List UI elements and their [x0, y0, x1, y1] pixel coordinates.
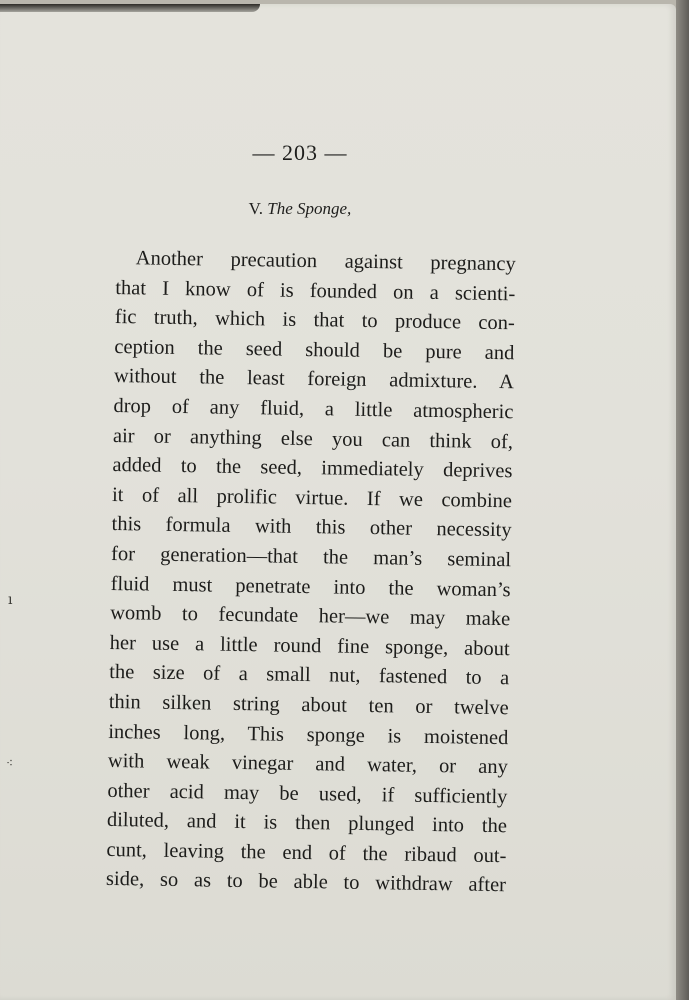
text-line: side, so as to be able to withdraw after: [105, 868, 507, 897]
text-line: for generation—that the man’s seminal: [110, 542, 512, 572]
section-numeral: V.: [248, 199, 264, 218]
text-line: cunt, leaving the end of the ribaud out-: [106, 838, 507, 868]
text-line: the size of a small nut, fastened to a: [109, 661, 510, 690]
text-line: thin silken string about ten or twelve: [108, 690, 509, 720]
text-line: that I know of is founded on a scienti-: [115, 276, 516, 305]
page-top-shadow: [0, 4, 260, 12]
page-edge-shadow: [676, 0, 689, 1000]
text-line: air or anything else you can think of,: [112, 424, 514, 453]
section-title-text: The Sponge,: [267, 199, 352, 218]
section-heading: [0, 199, 600, 219]
text-line: fic truth, which is that to produce con-: [114, 306, 515, 335]
text-line: without the least foreign admixture. A: [113, 365, 515, 394]
text-line: ception the seed should be pure and: [114, 335, 515, 365]
text-line: fluid must penetrate into the woman’s: [110, 572, 511, 601]
text-line: womb to fecundate her—we may make: [110, 602, 511, 631]
text-line: drop of any fluid, a little atmospheric: [113, 394, 514, 424]
text-line: it of all prolific virtue. If we combine: [111, 483, 513, 513]
text-line: diluted, and it is then plunged into the: [106, 809, 508, 838]
text-line: other acid may be used, if sufficiently: [107, 779, 508, 808]
margin-mark: ⁖: [6, 756, 14, 770]
text-line: with weak vinegar and water, or any: [107, 750, 509, 779]
text-line: inches long, This sponge is moistened: [108, 720, 509, 749]
page-number: — 203 —: [252, 140, 348, 165]
text-line: added to the seed, immediately deprives: [112, 454, 513, 483]
book-page: [0, 4, 676, 1000]
text-line: Another precaution against pregnancy: [135, 247, 516, 276]
body-paragraph: [106, 244, 516, 901]
text-line: her use a little round fine sponge, about: [109, 631, 510, 660]
text-line: this formula with this other necessity: [111, 513, 512, 542]
margin-mark: ı: [8, 592, 13, 608]
